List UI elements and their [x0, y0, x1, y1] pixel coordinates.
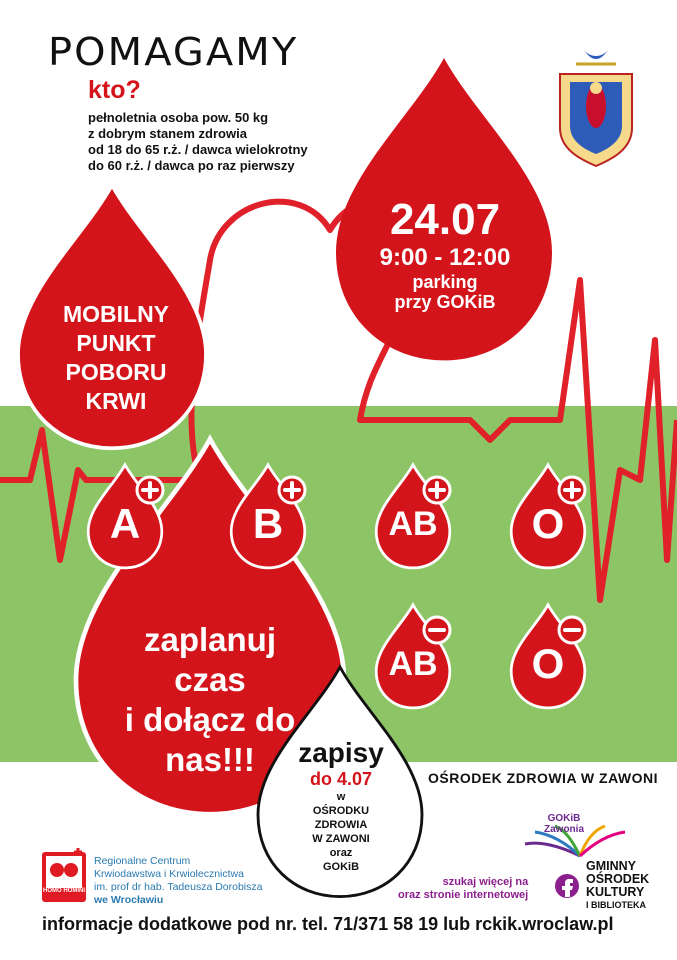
- who-requirements: [88, 110, 308, 174]
- blood-type-ab-neg: AB: [388, 645, 438, 683]
- gokib-name-line: OŚRODEK: [586, 872, 650, 886]
- gokib-name-line: GMINNY: [586, 859, 636, 873]
- signup-title: zapisy: [298, 737, 384, 768]
- rckik-info: [94, 855, 262, 907]
- mobile-point-line: MOBILNY: [62, 301, 170, 327]
- more-info-line: szukaj więcej na: [442, 876, 529, 888]
- gokib-name: [586, 860, 649, 912]
- plan-line: czas: [174, 661, 246, 698]
- mobile-point-line: KRWI: [85, 388, 147, 414]
- mobile-point-text: [36, 300, 196, 416]
- plan-line: nas!!!: [165, 741, 255, 778]
- rckik-logo-text: HOMO HOMINI: [43, 888, 85, 894]
- rckik-line: we Wrocławiu: [94, 894, 164, 906]
- footer-contact: informacje dodatkowe pod nr. tel. 71/371 58 19 lub rckik.wroclaw.pl: [42, 914, 614, 934]
- blood-type-o-neg: O: [531, 640, 565, 687]
- gokib-logo-text: [544, 813, 584, 835]
- facebook-icon: [555, 874, 579, 898]
- gokib-logo-line: Zawonia: [544, 824, 585, 835]
- rckik-line: Regionalne Centrum: [94, 855, 191, 867]
- signup-line: GOKiB: [322, 861, 360, 873]
- health-center-label: OŚRODEK ZDROWIA W ZAWONI: [428, 770, 659, 786]
- blood-type-o-pos: O: [531, 500, 565, 547]
- signup-line: oraz: [329, 847, 353, 859]
- gokib-name-line: KULTURY: [586, 885, 645, 899]
- blood-type-b-pos: B: [252, 500, 284, 547]
- event-place-line1: parking: [412, 272, 478, 292]
- requirement-line: od 18 do 65 r.ż. / dawca wielokrotny: [88, 142, 308, 157]
- event-date: 24.07: [389, 195, 501, 244]
- plan-line: i dołącz do: [124, 701, 296, 738]
- signup-line: W ZAWONI: [312, 833, 370, 845]
- mobile-point-line: PUNKT: [76, 330, 156, 356]
- signup-line: OŚRODKU: [312, 805, 370, 817]
- requirement-line: z dobrym stanem zdrowia: [88, 126, 247, 141]
- signup-info: [268, 738, 414, 874]
- gokib-name-line: I BIBLIOTEKA: [586, 900, 646, 910]
- event-time: 9:00 - 12:00: [379, 244, 511, 271]
- event-info: [352, 196, 538, 312]
- signup-deadline: do 4.07: [309, 769, 373, 789]
- plan-line: zaplanuj: [143, 621, 277, 658]
- more-info-line: oraz stronie internetowej: [398, 889, 529, 901]
- gokib-logo-line: GOKiB: [547, 813, 581, 824]
- requirement-line: pełnoletnia osoba pow. 50 kg: [88, 110, 269, 125]
- rckik-line: im. prof dr hab. Tadeusza Dorobisza: [94, 881, 263, 893]
- signup-line: ZDROWIA: [314, 819, 368, 831]
- event-place-line2: przy GOKiB: [394, 292, 496, 312]
- mobile-point-line: POBORU: [65, 359, 167, 385]
- rckik-line: Krwiodawstwa i Krwiolecznictwa: [94, 868, 244, 880]
- poster-title: POMAGAMY: [48, 30, 299, 74]
- who-heading: kto?: [88, 76, 141, 104]
- more-info-text: [398, 876, 528, 902]
- blood-type-ab-pos: AB: [388, 505, 438, 543]
- blood-type-a-pos: A: [109, 500, 141, 547]
- coat-of-arms-icon: [560, 50, 632, 166]
- signup-line: w: [336, 791, 346, 803]
- requirement-line: do 60 r.ż. / dawca po raz pierwszy: [88, 158, 295, 173]
